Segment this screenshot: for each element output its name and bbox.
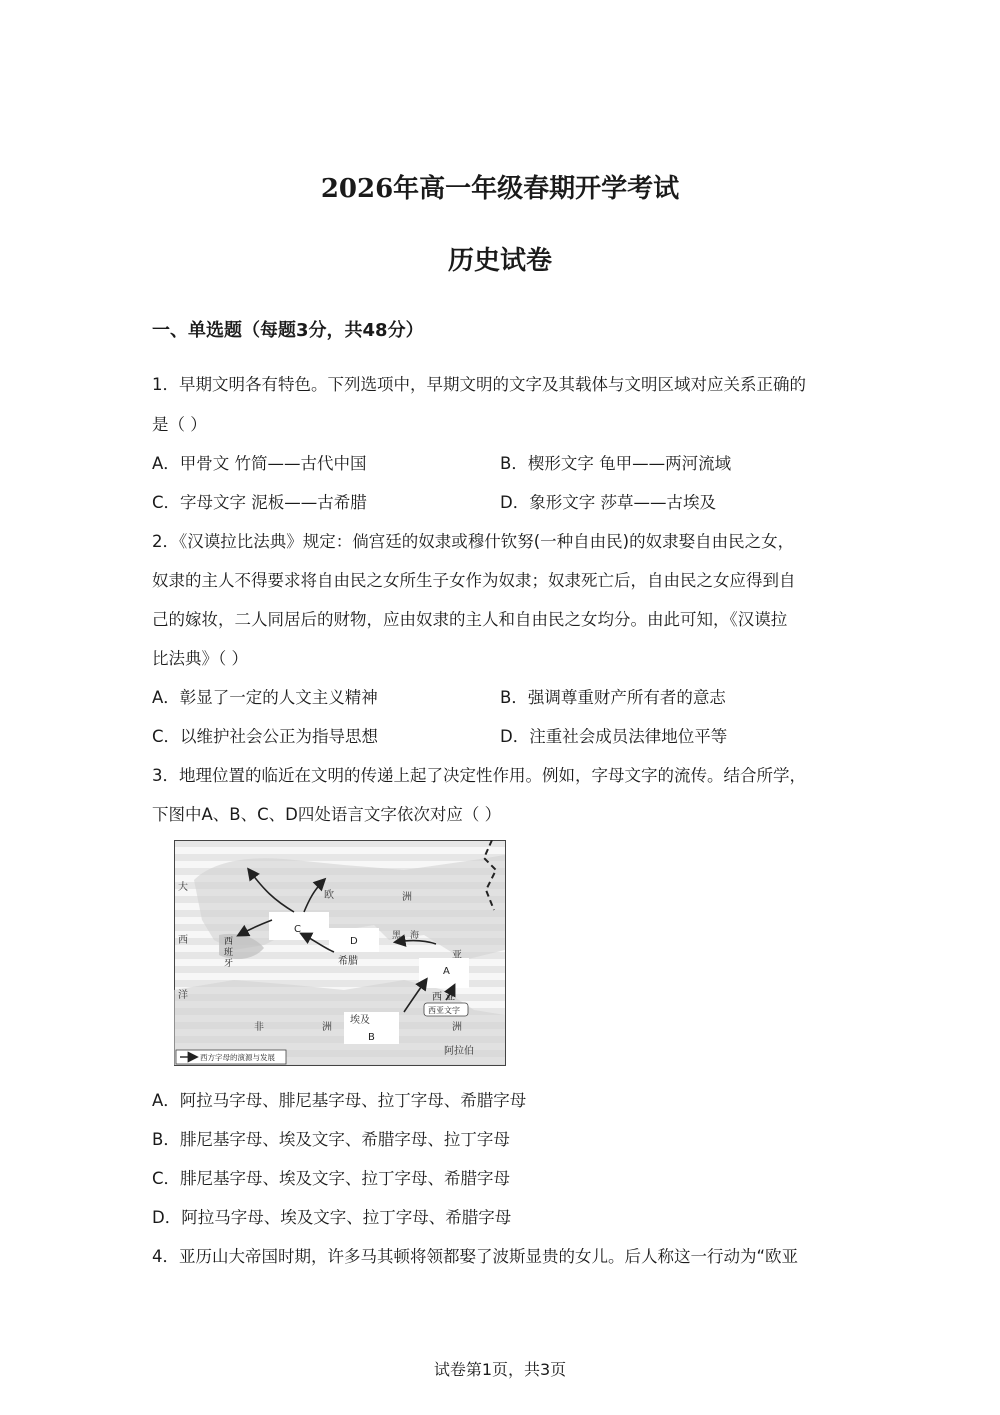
map-label-ou: 欧 (324, 890, 334, 901)
map-label-a: A (443, 966, 450, 977)
q1-option-c: C．字母文字 泥板——古希腊 (152, 493, 367, 512)
alphabet-spread-map (174, 840, 506, 1066)
map-label-xibanya-3: 牙 (224, 959, 234, 969)
exam-title: 2026年高一年级春期开学考试 (320, 174, 680, 204)
q2-stem-line1: 2．《汉谟拉比法典》规定：倘宫廷的奴隶或穆什钦努(一种自由民)的奴隶娶自由民之女， (152, 532, 795, 551)
q3-stem-line1: 3．地理位置的临近在文明的传递上起了决定性作用。例如，字母文字的流传。结合所学， (152, 766, 806, 785)
q2-option-d: D．注重社会成员法律地位平等 (500, 727, 728, 746)
map-label-fei: 非 (254, 1022, 264, 1033)
map-label-ya: 亚 (452, 950, 462, 961)
map-label-xibanya-2: 班 (224, 948, 234, 958)
map-label-b: B (368, 1032, 375, 1043)
q2-stem-line4: 比法典》（ ） (152, 649, 248, 668)
page-footer: 试卷第1页，共3页 (433, 1360, 567, 1379)
map-label-xiya-text: 西亚文字 (428, 1006, 460, 1015)
map-label-xila: 希腊 (338, 956, 358, 967)
q1-stem-line2: 是（ ） (152, 415, 207, 434)
q3-stem-line2: 下图中A、B、C、D四处语言文字依次对应（ ） (152, 805, 502, 824)
q3-option-b: B．腓尼基字母、埃及文字、希腊字母、拉丁字母 (152, 1130, 510, 1149)
q3-option-c: C．腓尼基字母、埃及文字、拉丁字母、希腊字母 (152, 1169, 511, 1188)
q2-option-b: B．强调尊重财产所有者的意志 (500, 688, 726, 707)
map-label-zhou-af: 洲 (322, 1022, 332, 1033)
map-label-yang: 洋 (178, 990, 188, 1001)
q3-option-a: A．阿拉马字母、腓尼基字母、拉丁字母、希腊字母 (152, 1091, 527, 1110)
map-label-alabo: 阿拉伯 (444, 1046, 474, 1057)
q1-option-b: B．楔形文字 龟甲——两河流域 (500, 454, 732, 473)
map-label-aiji: 埃及 (350, 1015, 370, 1026)
map-label-xiya: 西 亚 (432, 992, 456, 1003)
q3-option-d: D．阿拉马字母、埃及文字、拉丁字母、希腊字母 (152, 1208, 512, 1227)
q2-option-c: C．以维护社会公正为指导思想 (152, 727, 379, 746)
map-label-zhou-eu: 洲 (402, 892, 412, 903)
q2-stem-line2: 奴隶的主人不得要求将自由民之女所生子女作为奴隶；奴隶死亡后，自由民之女应得到自 (152, 571, 796, 590)
exam-subject: 历史试卷 (447, 246, 552, 276)
map-label-d: D (350, 936, 358, 947)
q2-stem-line3: 己的嫁妆，二人同居后的财物，应由奴隶的主人和自由民之女均分。由此可知，《汉谟拉 (152, 610, 788, 629)
map-label-zhou-af2: 洲 (452, 1022, 462, 1033)
map-label-xibanya-1: 西 (224, 937, 234, 947)
q2-option-a: A．彰显了一定的人文主义精神 (152, 688, 378, 707)
map-label-hei: 黑 (392, 931, 402, 941)
map-label-da: 大 (178, 882, 188, 893)
section-title: 一、单选题（每题3分，共48分） (152, 320, 424, 341)
map-label-c: C (294, 924, 301, 935)
q1-option-d: D．象形文字 莎草——古埃及 (500, 493, 716, 512)
map-legend: 西方字母的演源与发展 (200, 1053, 275, 1062)
q1-option-a: A．甲骨文 竹简——古代中国 (152, 454, 367, 473)
map-label-hai: 海 (410, 931, 420, 941)
q1-stem-line1: 1．早期文明各有特色。下列选项中，早期文明的文字及其载体与文明区域对应关系正确的 (152, 375, 806, 394)
q4-stem-line1: 4．亚历山大帝国时期，许多马其顿将领都娶了波斯显贵的女儿。后人称这一行动为“欧亚 (152, 1247, 799, 1266)
map-label-xi: 西 (178, 935, 188, 946)
